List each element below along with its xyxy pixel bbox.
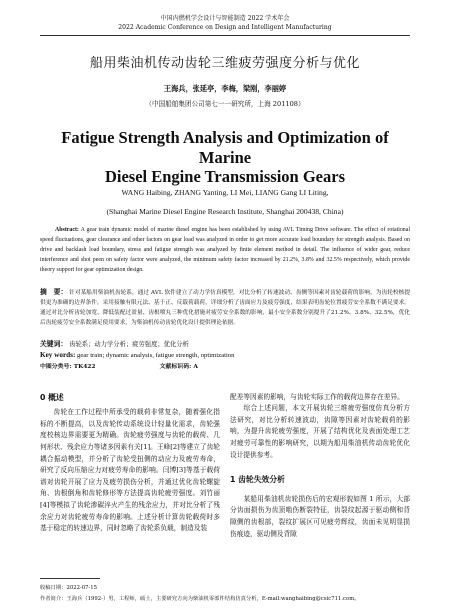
- title-en-line1: Fatigue Strength Analysis and Optimization of Marine: [61, 128, 389, 167]
- title-en-line2: Diesel Engine Transmission Gears: [104, 167, 346, 186]
- keywords-cn: [40, 338, 410, 348]
- title-cn: 船用柴油机传动齿轮三维疲劳强度分析与优化: [89, 56, 360, 71]
- footnote-divider: [40, 578, 100, 579]
- abstract-cn-label: 摘 要：: [40, 287, 68, 296]
- abstract-cn-text: 针对某船用柴油机齿轮系，通过 AVL 软件建立了动力学仿真模型，对比分析了转速波动、齿侧等因素对齿轮载荷的影响，为齿轮校核提供更为准确的边界条件。采用接触有限元法、基于正、反载荷载荷，详细分析了齿面应力及疲劳强度，结果表明齿轮位置疲劳安全系数不满足要求。通过对比分析齿轮加宽、降低装配过盈量、齿根喷丸三种优化措施对疲劳安全系数的影响，最小安全系数分别提升了21.2%、3.8%、32.5%，优化后齿轮疲劳安全系数满足使用要求，为柴油机传动齿轮优化设计提供理论依据。: [40, 289, 411, 327]
- left-column: [40, 392, 220, 541]
- title-en: [40, 128, 410, 187]
- right-column: [230, 392, 410, 541]
- footnote-author: 作者简介：王海兵（1992-）男，工程师，硕士，主要研究方向为柴油机零部件结构仿真分析，E-mail:wanghaibing@csic711.com。: [40, 596, 360, 602]
- keywords-cn-text: 齿轮系；动力学分析；疲劳强度；优化分析: [69, 340, 189, 348]
- footnote-received: 收稿日期：2022-07-15: [40, 585, 98, 591]
- keywords-en-label: Key words:: [40, 350, 76, 359]
- affiliation-en: (Shanghai Marine Diesel Engine Research Institute, Shanghai 200438, China): [106, 206, 344, 216]
- conference-name-en: 2022 Academic Conference on Design and Intelligent Manufacturing: [118, 23, 332, 31]
- doc-code-label: 文献标识码:: [159, 362, 192, 370]
- clc-label: 中图分类号:: [40, 362, 72, 370]
- affiliation-cn: （中国船舶集团公司第七一一研究所，上海 201108）: [145, 100, 305, 108]
- section-0-paragraph: 齿轮在工作过程中所承受的载荷非常复杂，随着强化指标的不断提高，以及齿轮传动系统设计轻量化需求，齿轮强度校核边界需要更为精确。齿轮疲劳强度与齿轮的载荷、几何形状、残余应力等诸多因素有关[1]。王峰[2]等建立了齿轮耦合振动模型，并分析了齿轮受扭侧的动应力及疲劳寿命，研究了反向压缩应力对疲劳寿命的影响。闫博[3]等基于载荷谱对齿轮开展了应力及疲劳损伤分析，并通过优化齿轮螺旋角、齿根倒角和齿轮修形等方法提高齿轮疲劳强度。刘竹丽[4]等模拟了齿轮渗碳淬火产生的残余应力，并对比分析了残余应力对齿轮疲劳寿命的影响。上述分析计算齿轮载荷时多基于稳定的转速边界，同时忽略了齿轮系负载，制造及装: [40, 408, 220, 533]
- abstract-en: [40, 225, 410, 275]
- authors-en: WANG Haibing, ZHANG Yanting, LI Mei, LIANG Gang LI Liting,: [121, 187, 329, 197]
- section-0-heading: 0 概述: [40, 392, 64, 402]
- clc-value: TK422: [73, 362, 96, 370]
- doc-code-value: A: [193, 362, 198, 370]
- abstract-en-text: A gear train dynamic model of marine diesel engine has been established by using AVL Timing Drive software. The effect of rotational speed fluctuations, gear clearance and other factors on gear load was analyzed in order to get more accurate load boundary for strength analysis. Based on drive and backlash load boundary, stress and fatigue strength was analyzed by finite element method in detail. The influence of wider gear, reduce interference and shot peen on safety factor were analyzed, the minimum safety factor increased by 21.2%, 3.8% and 32.5% respectively, which provide theory support for gear optimization design.: [40, 226, 410, 273]
- abstract-cn: [40, 287, 410, 329]
- classification-row: [40, 361, 410, 370]
- abstract-en-label: Abstract:: [55, 226, 79, 233]
- header-divider: [40, 35, 410, 36]
- authors-cn: 王海兵，张延亭，李梅，梁刚，李丽婷: [163, 84, 287, 93]
- running-header: [40, 0, 410, 32]
- section-1-paragraph: 某船用柴油机齿轮损伤后的宏观形貌如图 1 所示，大部分齿面损伤为齿顶啮伤断裂特征，齿裂纹起源于驱动侧和背隙侧的齿根部，裂纹扩展区可见疲劳辉纹，齿面未见明显损伤痕迹，驱动侧及背隙: [230, 494, 410, 538]
- right-paragraph-2: 综合上述问题，本文开展齿轮三维疲劳强度仿真分析方法研究，对比分析转速波动，齿隙等因素对齿轮载荷的影响，为提升齿轮疲劳强度，开展了结构优化及表面处理工艺对疲劳可靠性的影响研究，以期为船用柴油机传动齿轮优化设计提供参考。: [230, 404, 410, 459]
- section-1-heading: 1 齿轮失效分析: [230, 475, 285, 485]
- conference-name-cn: 中国内燃机学会设计与智能制造 2022 学术年会: [160, 15, 290, 22]
- right-paragraph-1: 配差等因素的影响，与齿轮实际工作的载荷边界存在差异。: [230, 392, 404, 401]
- keywords-cn-label: 关键词：: [40, 339, 68, 348]
- keywords-en: [40, 351, 410, 359]
- keywords-en-text: gear train; dynamic analysis, fatigue strength, optimization: [77, 351, 235, 359]
- body-columns: [40, 392, 410, 541]
